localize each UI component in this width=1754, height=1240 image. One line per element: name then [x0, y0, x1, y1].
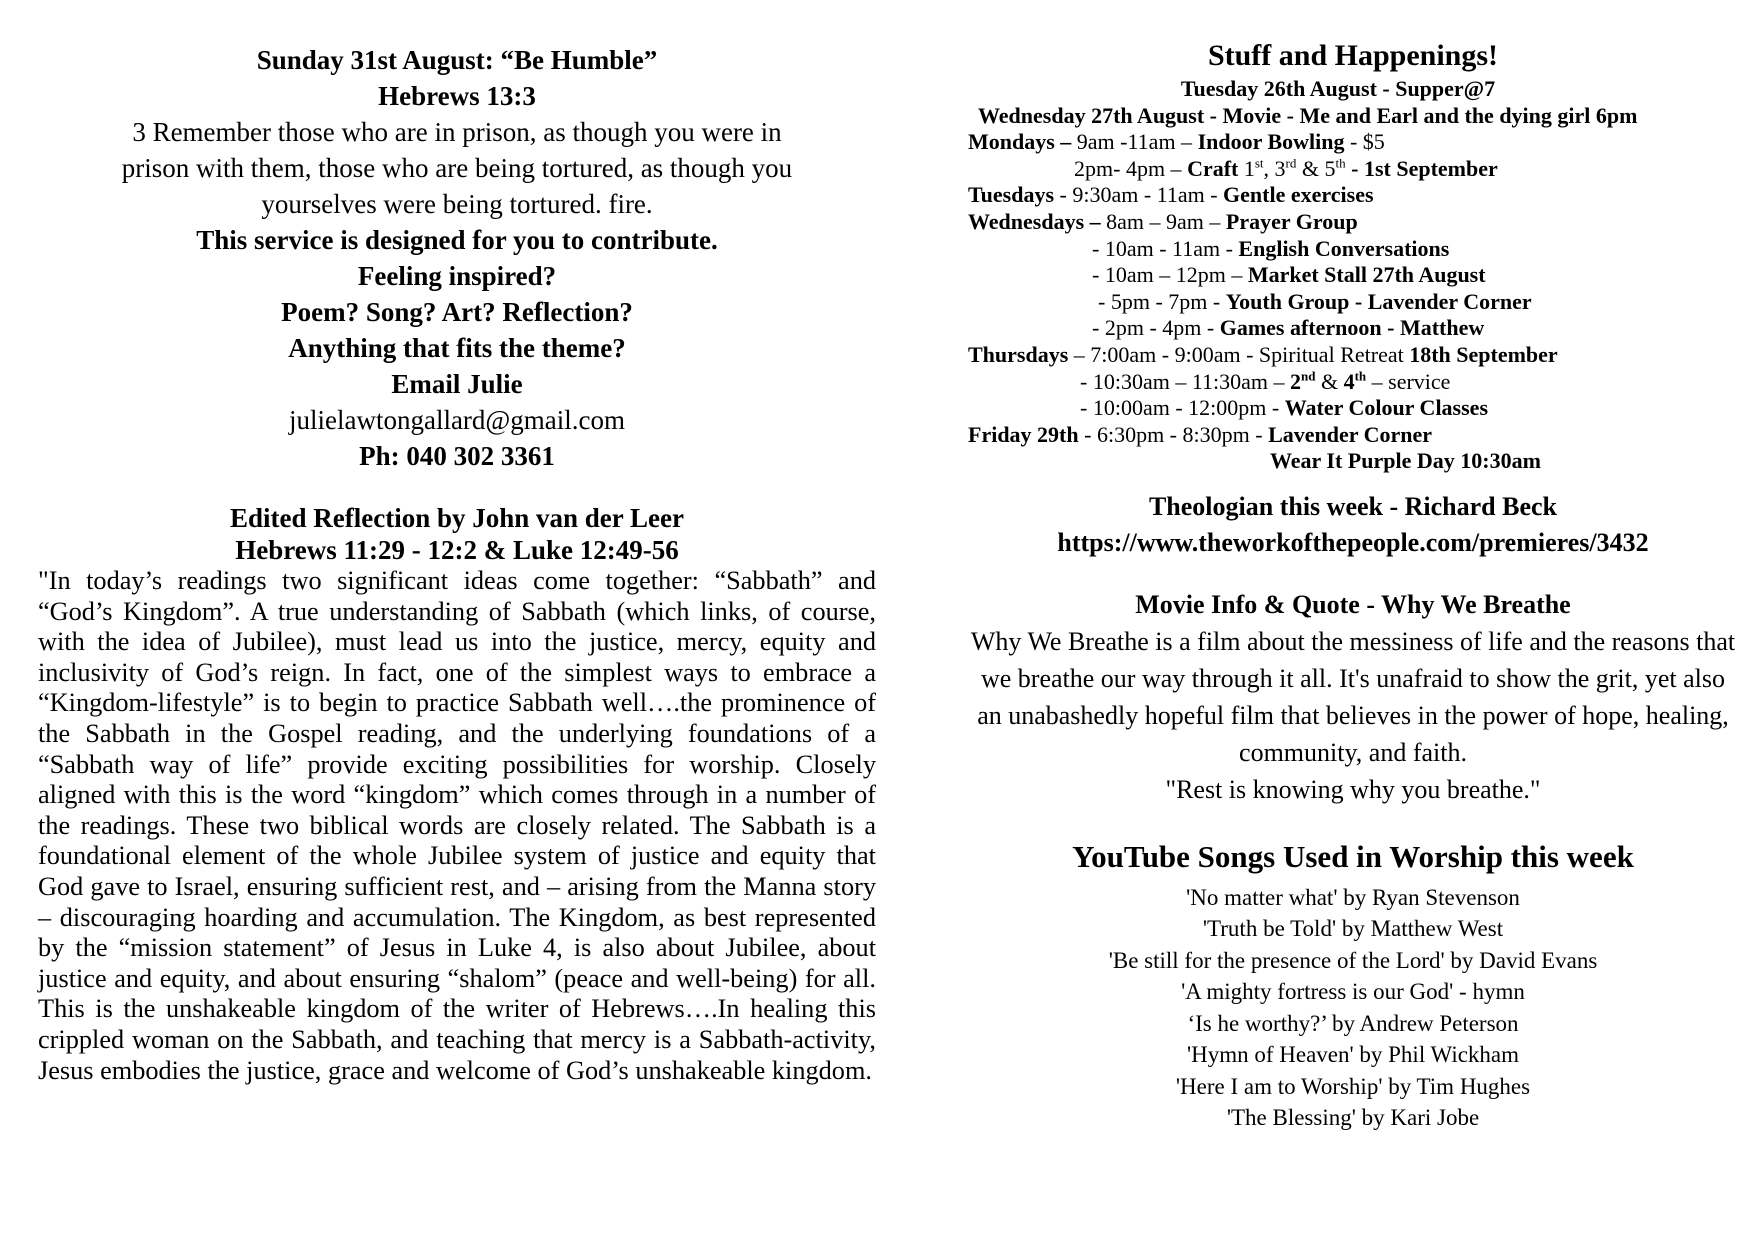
activity-date: - 1st September: [1345, 155, 1498, 181]
time-range: - 9:30am - 11am -: [1054, 182, 1224, 208]
song-item: 'A mighty fortress is our God' - hymn: [1181, 979, 1525, 1005]
activity-date: 18th September: [1409, 341, 1558, 367]
schedule-row-wed-english: [968, 236, 1738, 263]
ordinal-suffix: th: [1354, 368, 1367, 384]
reflection-references: Hebrews 11:29 - 12:2 & Luke 12:49-56: [235, 535, 679, 565]
contribute-line: Anything that fits the theme?: [288, 333, 626, 363]
scripture-reference: Hebrews 13:3: [378, 81, 536, 111]
contribute-line: This service is designed for you to contribute.: [196, 225, 718, 255]
time-range: - 10:00am - 12:00pm -: [1080, 395, 1285, 421]
happenings-title: Stuff and Happenings!: [1207, 39, 1499, 72]
activity: Gentle exercises: [1223, 182, 1374, 208]
activity: Craft: [1187, 155, 1239, 181]
time-range: 8am – 9am –: [1100, 208, 1226, 234]
activity: Lavender Corner: [1268, 421, 1433, 447]
movie-title: Movie Info & Quote - Why We Breathe: [1135, 589, 1571, 619]
activity: Indoor Bowling: [1197, 129, 1345, 155]
activity: Youth Group - Lavender Corner: [1225, 288, 1532, 314]
day-label: Friday 29th: [968, 421, 1079, 447]
ordinal: 2: [1290, 368, 1301, 394]
service-title: Sunday 31st August: “Be Humble”: [256, 45, 658, 75]
schedule-row-wed-youth: [968, 289, 1738, 316]
day-label: Tuesdays: [968, 182, 1055, 208]
reflection-text: "In today’s readings two significant ideas come together: “Sabbath” and “God’s Kingdom”. A true understanding of Sabbath (which links, of course, with the idea of Jubilee), must lead us into the justice, mercy, equity and inclusivity of God’s reign. In fact, one of the simplest ways to embrace a “Kingdom-lifestyle” is to begin to practice Sabbath well….the prominence of the Sabbath in the Gospel reading, and the underlying foundations of a “Sabbath way of life” provide exciting possibilities for worship. Closely aligned with this is the word “kingdom” which comes through in a number of the readings. These two biblical words are closely related. The Sabbath is a foundational element of the whole Jubilee system of justice and equity that God gave to Israel, ensuring sufficient rest, and – arising from the Manna story – discouraging hoarding and accumulation. The Kingdom, as best represented by the “mission statement” of Jesus in Luke 4, is also about Jubilee, about justice and equity, and about ensuring “shalom” (peace and well-being) for all. This is the unshakeable kingdom of the writer of Hebrews….In healing this crippled woman on the Sabbath, and teaching that mercy is a Sabbath-activity, Jesus embodies the justice, grace and welcome of God’s unshakeable kingdom.: [38, 566, 876, 1085]
song-item: 'Truth be Told' by Matthew West: [1202, 916, 1504, 942]
activity: Prayer Group: [1225, 208, 1358, 234]
contribute-line: Poem? Song? Art? Reflection?: [281, 297, 633, 327]
schedule-row-friday: [968, 422, 1738, 449]
activity: English Conversations: [1238, 235, 1450, 261]
schedule-row-thu-watercolour: [968, 395, 1738, 422]
ordinal: & 5: [1296, 155, 1336, 181]
song-list: [968, 882, 1738, 1134]
ordinal: &: [1315, 368, 1344, 394]
movie-description: Why We Breathe is a film about the messiness of life and the reasons that we breathe our way through it all. It's unafraid to show the grit, yet also an unabashedly hopeful film that believes in the power of hope, healing, community, and faith.: [970, 626, 1736, 767]
day-label: Wednesdays –: [968, 208, 1101, 234]
time-range: - 10:30am – 11:30am –: [1080, 368, 1290, 394]
ordinal-suffix: th: [1335, 155, 1346, 171]
song-item: 'Here I am to Worship' by Tim Hughes: [1175, 1073, 1531, 1099]
schedule-row-tuesdays: [968, 182, 1738, 209]
song-item: 'Be still for the presence of the Lord' by David Evans: [1108, 947, 1598, 973]
time-range: - 10am - 11am -: [1092, 235, 1239, 261]
schedule-row-wednesdays: [968, 209, 1738, 236]
contribute-line: Feeling inspired?: [357, 261, 557, 291]
activity: Games afternoon - Matthew: [1219, 315, 1485, 341]
phone-number: Ph: 040 302 3361: [359, 441, 555, 471]
reflection-title: Edited Reflection by John van der Leer: [230, 503, 684, 533]
time-range: - 6:30pm - 8:30pm -: [1078, 421, 1269, 447]
ordinal: 1: [1238, 155, 1255, 181]
email-address[interactable]: julielawtongallard@gmail.com: [288, 405, 626, 435]
right-column: [968, 36, 1738, 1134]
schedule-row-thursdays: [968, 342, 1738, 369]
song-item: 'No matter what' by Ryan Stevenson: [1186, 884, 1520, 910]
schedule-row-mondays: [968, 129, 1738, 156]
theologian-link[interactable]: https://www.theworkofthepeople.com/premieres/3432: [1057, 527, 1649, 557]
song-item: 'Hymn of Heaven' by Phil Wickham: [1186, 1042, 1520, 1068]
ordinal: , 3: [1263, 155, 1286, 181]
time-range: 9am -11am –: [1071, 129, 1198, 155]
schedule-row-craft: [968, 156, 1738, 183]
contribute-line: Email Julie: [391, 369, 523, 399]
time-range: 2pm- 4pm –: [1074, 155, 1188, 181]
event-wednesday: Wednesday 27th August - Movie - Me and Earl and the dying girl 6pm: [978, 102, 1638, 128]
song-item: ‘Is he worthy?’ by Andrew Peterson: [1187, 1010, 1519, 1036]
schedule-row-wear-it-purple: Wear It Purple Day 10:30am: [1270, 448, 1541, 474]
schedule-row-thu-service: [968, 369, 1738, 396]
left-column: [38, 42, 876, 1086]
time-range: – 7:00am - 9:00am - Spiritual Retreat: [1068, 341, 1410, 367]
schedule-row-wed-market: [968, 262, 1738, 289]
activity: Water Colour Classes: [1284, 395, 1488, 421]
ordinal-suffix: rd: [1285, 155, 1297, 171]
day-label: Mondays –: [968, 129, 1072, 155]
ordinal-suffix: st: [1254, 155, 1264, 171]
song-item: 'The Blessing' by Kari Jobe: [1226, 1105, 1480, 1131]
event-tuesday: Tuesday 26th August - Supper@7: [1180, 76, 1496, 101]
activity: – service: [1366, 368, 1451, 394]
scripture-text: 3 Remember those who are in prison, as though you were in prison with them, those who are being tortured, as though you yourselves were being tortured. fire.: [121, 117, 793, 219]
time-range: - 2pm - 4pm -: [1092, 315, 1220, 341]
activity: Market Stall 27th August: [1247, 262, 1486, 288]
day-label: Thursdays: [968, 341, 1069, 367]
time-range: - 5pm - 7pm -: [1098, 288, 1226, 314]
ordinal: 4: [1343, 368, 1355, 394]
time-range: - 10am – 12pm –: [1092, 262, 1248, 288]
theologian-title: Theologian this week - Richard Beck: [1148, 491, 1558, 521]
movie-quote: "Rest is knowing why you breathe.": [1165, 774, 1541, 804]
ordinal-suffix: nd: [1301, 368, 1316, 384]
youtube-songs-title: YouTube Songs Used in Worship this week: [1072, 838, 1634, 874]
schedule: [968, 76, 1738, 475]
activity-extra: - $5: [1344, 129, 1385, 155]
schedule-row-wed-games: [968, 315, 1738, 342]
